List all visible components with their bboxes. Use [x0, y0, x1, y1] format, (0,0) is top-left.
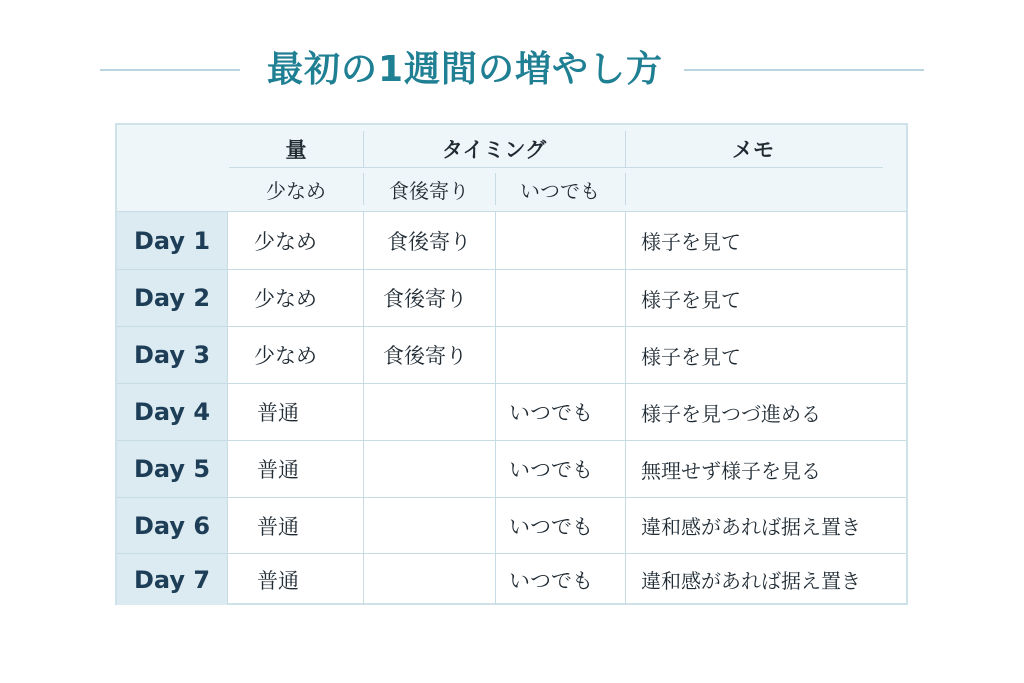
- header-amount: 量: [285, 138, 307, 162]
- amount-cell: 少なめ: [254, 229, 317, 254]
- anytime-cell: いつでも: [509, 458, 593, 482]
- anytime-cell: [511, 270, 625, 326]
- subheader-after-meal: 食後寄り: [389, 178, 469, 203]
- after-meal-cell: 食後寄り: [387, 229, 471, 254]
- anytime-cell: いつでも: [509, 568, 593, 593]
- memo-cell: 様子を見て: [641, 287, 741, 312]
- day-label: Day 2: [133, 284, 211, 312]
- header-separator: [363, 131, 364, 167]
- title-rule-right: [684, 69, 924, 71]
- subheader-amount: 少なめ: [266, 178, 326, 203]
- after-meal-cell: [383, 554, 495, 605]
- anytime-cell: [511, 327, 625, 383]
- schedule-table: [115, 123, 908, 605]
- anytime-cell: [511, 212, 625, 269]
- after-meal-cell: [383, 384, 495, 440]
- memo-cell: 違和感があれば据え置き: [641, 569, 861, 593]
- subheader-anytime: いつでも: [520, 178, 600, 203]
- memo-cell: 様子を見て: [641, 230, 741, 254]
- header-separator: [495, 173, 496, 205]
- memo-cell: 様子を見つづ進める: [641, 401, 821, 426]
- amount-cell: 普通: [257, 458, 299, 482]
- header-separator: [625, 131, 626, 167]
- memo-cell: 様子を見て: [641, 344, 741, 369]
- amount-cell: 普通: [257, 401, 299, 425]
- day-label: Day 1: [133, 226, 211, 255]
- amount-cell: 普通: [257, 514, 299, 539]
- column-divider: [227, 211, 228, 605]
- memo-cell: 無理せず様子を見る: [641, 458, 821, 483]
- column-divider: [625, 211, 626, 605]
- column-divider: [495, 211, 496, 605]
- after-meal-cell: 食後寄り: [383, 344, 467, 368]
- after-meal-cell: [383, 441, 495, 497]
- header-timing: タイミング: [441, 138, 547, 162]
- header-divider: [229, 167, 883, 168]
- title-row: [0, 38, 1024, 102]
- title-rule-left: [100, 69, 240, 71]
- header-separator: [625, 173, 626, 205]
- day-label: Day 4: [133, 398, 211, 426]
- page-title: 最初の1週間の増やし方: [266, 49, 664, 90]
- header-separator: [363, 173, 364, 205]
- anytime-cell: いつでも: [509, 401, 593, 425]
- day-label: Day 3: [133, 341, 211, 369]
- day-label: Day 6: [133, 511, 211, 540]
- memo-cell: 違和感があれば据え置き: [641, 515, 861, 539]
- header-memo: メモ: [732, 138, 774, 162]
- day-label: Day 5: [133, 455, 211, 483]
- amount-cell: 普通: [257, 568, 299, 593]
- after-meal-cell: 食後寄り: [383, 287, 467, 311]
- amount-cell: 少なめ: [254, 344, 317, 368]
- column-divider: [363, 211, 364, 605]
- day-label: Day 7: [133, 565, 211, 594]
- amount-cell: 少なめ: [254, 287, 317, 311]
- anytime-cell: いつでも: [509, 514, 593, 539]
- after-meal-cell: [383, 498, 495, 553]
